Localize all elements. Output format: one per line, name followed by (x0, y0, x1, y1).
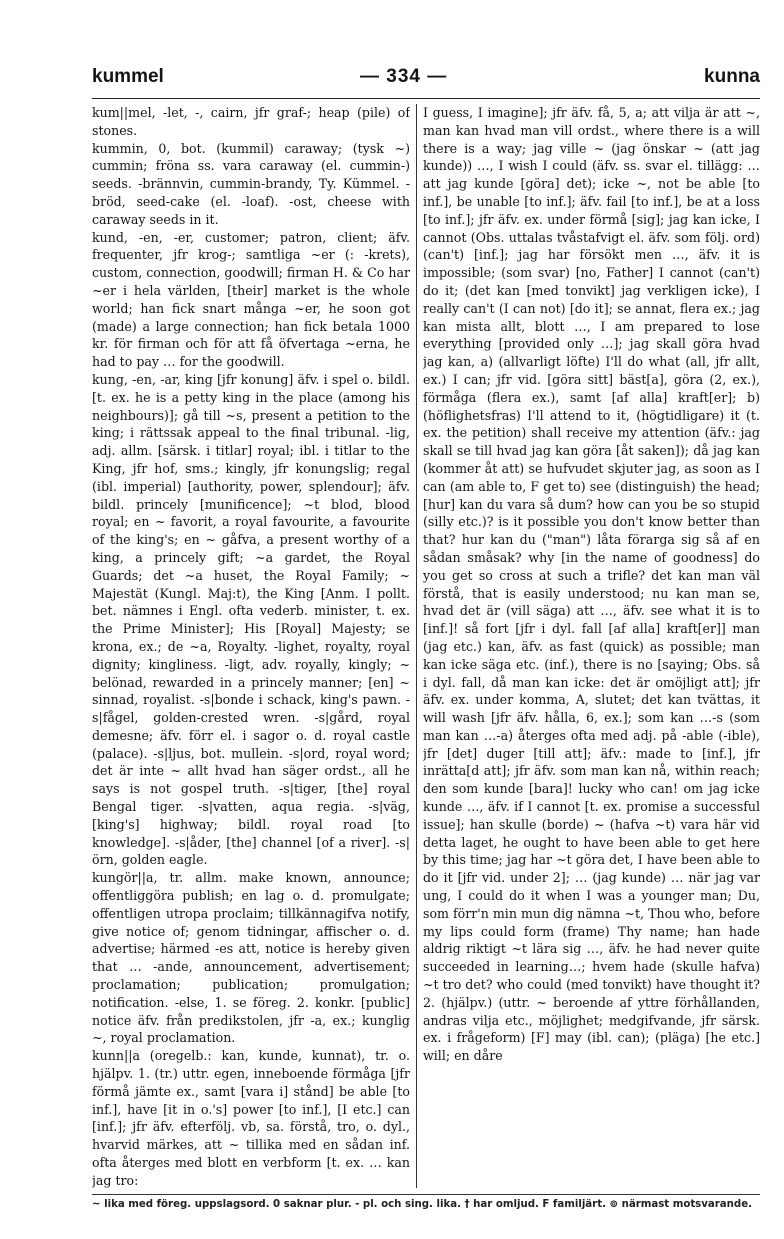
footer-rule (92, 1194, 760, 1195)
entry-kummin: kummin, 0, bot. (kummil) caraway; (tysk ~) cummin; fröna ss. vara caraway (el. cummin-) seeds. -brännvin, cummin-brandy, Ty. Kümmel. -bröd, seed-cake (el. -loaf). -ost, cheese with caraway seeds in it. (92, 140, 410, 227)
column-divider (416, 104, 417, 1188)
header-rule (92, 98, 760, 99)
entry-kummel: kum||mel, -let, -, cairn, jfr graf-; heap (pile) of stones. (92, 105, 410, 138)
header-right-guide-word: kunna (704, 66, 760, 87)
entry-kunna: kunn||a (oregelb.: kan, kunde, kunnat), tr. o. hjälpv. 1. (tr.) uttr. egen, inneboende förmåga [jfr förmå jämte ex., samt [vara i] stånd] be able [to inf.], have [it in o.'s] power [to inf.], [I etc.] can [inf.]; jfr äfv. efterfölj. vb, sa. förstå, tro, o. dyl., hvarvid märkes, att ~ tillika med en sådan inf. ofta återges med blott en verbform [t. ex. … kan jag tro: (92, 1048, 410, 1188)
entry-kund: kund, -en, -er, customer; patron, client; äfv. frequenter, jfr krog-; samtliga ~er (: -krets), custom, connection, goodwill; firman H. & Co har ~er i hela världen, [their] market is the whole world; han fick snart många ~er, he soon got (made) a large connection; han fick betala 1000 kr. för firman och för att få öfvertaga ~erna, he had to pay … for the goodwill. (92, 229, 410, 370)
entry-kunna-continued: I guess, I imagine]; jfr äfv. få, 5, a; att vilja är att ~, man kan hvad man vill ordst., where there is a will there is a way; jag ville ~ (jag önskar ~ (att jag kunde)) …, I wish I could (äfv. ss. svar el. tillägg: … att jag kunde [göra] det); icke ~, not be able [to inf.], be unable [to inf.]; äfv. fail [to inf.], be at a loss [to inf.]; jfr äfv. ex. under förmå [sig]; jag kan icke, I cannot (Obs. uttalas tvåstafvigt el. äfv. som följ. ord) (can't) [inf.]; jag har försökt men …, äfv. it is impossible; (som svar) [no, Father] I cannot (can't) do it; (det kan [med tonvikt] jag verkligen icke), I really can't (I can not) [do it]; se annat, flera ex.; jag kan mista allt, blott …, I am prepared to lose everything [provided only …]; jag skall göra hvad jag kan, a) (allvarligt löfte) I'll do what (all, jfr allt, ex.) I can; jfr vid. [göra sitt] bäst[a], göra (2, ex.), förmåga (flera ex.), samt [af alla] kraft[er]; b) (höflighetsfras) I'll attend to it, (högtidligare) it (t. ex. the petition) shall receive my attention (äfv.: jag skall se till hvad jag kan göra [åt saken]); då jag kan (kommer åt att) se hufvudet skjuter jag, as soon as I can (am able to, F get to) see (distinguish) the head; [hur] kan du vara så dum? how can you be so stupid (silly etc.)? is it possible you don't know better than that? hur kan du ("man") låta förarga sig så af en sådan småsak? why [in the name of goodness] do you get so cross at such a trifle? det kan man väl förstå, that is easily understood; nu kan man se, hvad det är (vill säga) att …, äfv. see what it is to [inf.]! så fort [jfr i dyl. fall [af alla] kraft[er]] man (jag etc.) kan, äfv. as fast (quick) as possible; man kan icke säga etc. (inf.), there is no [saying; Obs. så i dyl. fall, då man kan icke: det är omöjligt att]; jfr äfv. ex. under komma, A, slutet; det kan tvättas, it will wash [jfr äfv. hålla, 6, ex.]; som kan …-s (som man kan …-a) återges ofta med adj. på -able (-ible), jfr [det] duger [till att]; äfv.: made to [inf.], jfr inrätta[d att]; jfr äfv. som man kan nå, within reach; den som kunde [bara]! lucky who can! om jag icke kunde …, äfv. if I cannot [t. ex. promise a successful issue]; han skulle (borde) ~ (hafva ~t) vara här vid detta laget, he ought to have been able to get here by this time; jag har ~t göra det, I have been able to do it [jfr vid. under 2]; … (jag kunde) … när jag var ung, I could do it when I was a younger man; Du, som förr'n min mun dig nämna ~t, Thou who, before my lips could form (frame) Thy name; han hade aldrig riktigt ~t lära sig …, äfv. he had never quite succeeded in learning…; hvem hade (skulle hafva) ~t tro det? who could (med tonvikt) have thought it? 2. (hjälpv.) (uttr. ~ beroende af yttre förhållanden, andras vilja etc., möjlighet; medgifvande, jfr särsk. ex. i frågeform) [F] may (ibl. can); (pläga) [he etc.] will; en dåre (423, 105, 760, 1064)
right-column (423, 104, 760, 1188)
page-number: — 334 — (360, 66, 448, 87)
entry-kungora: kungör||a, tr. allm. make known, announce; offentliggöra publish; en lag o. d. promulgate; offentligen utropa proclaim; tillkännagifva notify, give notice of; genom tidningar, affischer o. d. advertise; härmed -es att, notice is hereby given that … -ande, announcement, advertisement; proclamation; publication; promulgation; notification. -else, 1. se föreg. 2. konkr. [public] notice äfv. från predikstolen, jfr -a, ex.; kunglig ~, royal proclamation. (92, 870, 410, 1046)
left-column (92, 104, 410, 1188)
entry-kung: kung, -en, -ar, king [jfr konung] äfv. i spel o. bildl. [t. ex. he is a petty king in the place (among his neighbours)]; gå till ~s, present a petition to the king; i rättssak appeal to the final tribunal. -lig, adj. allm. [särsk. i titlar] royal; ibl. i titlar to the King, jfr hof, sms.; kingly, jfr konungslig; regal (ibl. imperial) [authority, power, splendour]; äfv. bildl. princely [munificence]; ~t blod, blood royal; en ~ favorit, a royal favourite, a favourite of the king's; en ~ gåfva, a present worthy of a king, a princely gift; ~a gardet, the Royal Guards; det ~a huset, the Royal Family; ~ Majestät (Kungl. Maj:t), the King [Anm. I pollt. bet. nämnes i Engl. ofta vederb. minister, t. ex. the Prime Minister]; His [Royal] Majesty; se krona, ex.; de ~a, Royalty. -lighet, royalty, royal dignity; kingliness. -ligt, adv. royally, kingly; ~ belönad, rewarded in a princely manner; [en] ~ sinnad, royalist. -s|bonde i schack, king's pawn. -s|fågel, golden-crested wren. -s|gård, royal demesne; äfv. förr el. i sagor o. d. royal castle (palace). -s|ljus, bot. mullein. -s|ord, royal word; det är inte ~ allt hvad han säger ordst., all he says is not gospel truth. -s|tiger, [the] royal Bengal tiger. -s|vatten, aqua regia. -s|väg, [king's] highway; bildl. royal road [to knowledge]. -s|åder, [the] channel [of a river]. -s|örn, golden eagle. (92, 371, 410, 868)
abbreviation-legend: ~ lika med föreg. uppslagsord. 0 saknar plur. - pl. och sing. lika. † har omljud. F familjärt. ⊚ närmast motsvarande. (92, 1199, 752, 1210)
header-left-guide-word: kummel (92, 66, 164, 87)
two-column-body (92, 104, 760, 1188)
running-header (92, 58, 760, 94)
